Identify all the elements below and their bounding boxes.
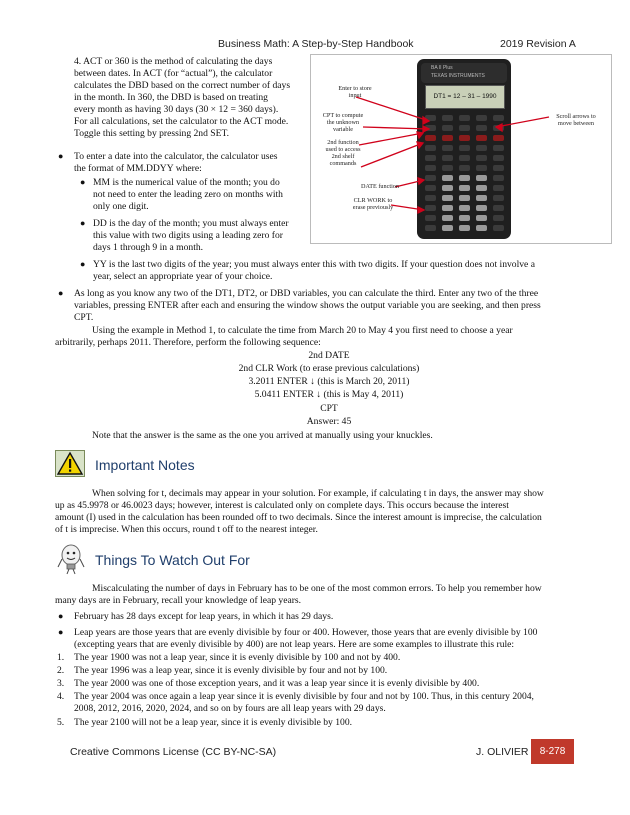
bullet-dot: ● xyxy=(80,259,86,269)
list-number: 3. xyxy=(57,678,65,689)
text-line: days 1 through 9 in a month. xyxy=(93,242,204,253)
bullet-dot: ● xyxy=(58,627,64,637)
text-line: only one digit. xyxy=(93,201,149,212)
list-item: The year 2004 was once again a leap year since it is evenly divisible by four and not by 100. Thus, in this century 2004, xyxy=(74,691,534,702)
label-line: DATE function xyxy=(361,183,399,190)
text-line: of t is imprecise. When this occurs, round t off to the nearest integer. xyxy=(55,524,318,535)
text-line: MM is the numerical value of the month; you do xyxy=(93,177,280,188)
label-line: variable xyxy=(333,126,353,133)
text-line: calculates the DBD based on the correct number of days xyxy=(74,80,291,91)
label-line: CLR WORK to xyxy=(353,197,393,204)
bullet-dot: ● xyxy=(58,611,64,621)
label-scroll xyxy=(545,113,607,127)
header-title: Business Math: A Step-by-Step Handbook xyxy=(218,38,414,50)
text-line: To enter a date into the calculator, the calculator uses xyxy=(74,151,278,162)
lightbulb-character-icon xyxy=(56,543,86,575)
list-number: 2. xyxy=(57,665,65,676)
text-line: many days are in February, recall your knowledge of leap years. xyxy=(55,595,302,606)
text-line: amount (I) used in the calculation has been rounded off to two decimals. Since the interest amount is imprecise, the calculation xyxy=(55,512,542,523)
sequence-line: CPT xyxy=(320,403,338,414)
text-line: As long as you know any two of the DT1, DT2, or DBD variables, you can calculate the third. Enter any two of the three xyxy=(74,288,539,299)
text-line: Using the example in Method 1, to calculate the time from March 20 to May 4 you first need to choose a year xyxy=(92,325,513,336)
label-line: CPT to compute xyxy=(322,112,364,119)
label-clr xyxy=(345,197,401,211)
text-line: DD is the day of the month; you must always enter xyxy=(93,218,289,229)
footer-author: J. OLIVIER xyxy=(476,746,529,758)
label-enter-store xyxy=(325,85,385,99)
important-notes-heading: Important Notes xyxy=(95,457,195,473)
text-line: (excepting years that are evenly divisible by 400) are not leap years. Here are some examples to illustrate this rule: xyxy=(74,639,515,650)
text-line: YY is the last two digits of the year; you must always enter this with two digits. If your question does not involve a xyxy=(93,259,535,270)
label-line: the unknown xyxy=(326,119,360,126)
label-line: Scroll arrows to xyxy=(556,113,596,120)
sequence-line: 5.0411 ENTER ↓ (this is May 4, 2011) xyxy=(254,389,404,400)
note-line: Note that the answer is the same as the one you arrived at manually using your knuckles. xyxy=(92,430,433,441)
bullet-dot: ● xyxy=(80,177,86,187)
bullet-dot: ● xyxy=(58,151,64,161)
label-line: Enter to store xyxy=(338,85,372,92)
watch-out-heading: Things To Watch Out For xyxy=(95,552,250,568)
calculator-figure xyxy=(310,54,612,244)
text-line: arbitrarily, perhaps 2011. Therefore, perform the following sequence: xyxy=(55,337,321,348)
footer-license: Creative Commons License (CC BY-NC-SA) xyxy=(70,746,277,758)
list-item: The year 1900 was not a leap year, since it is evenly divisible by 100 and not by 400. xyxy=(74,652,401,663)
label-line: 2nd shelf xyxy=(331,153,355,160)
header-revision: 2019 Revision A xyxy=(500,38,576,50)
text-line: year, select an appropriate year of your choice. xyxy=(93,271,273,282)
list-number: 1. xyxy=(57,652,65,663)
text-line: Leap years are those years that are evenly divisible by four or 400. However, those years that are evenly divisible by 100 xyxy=(74,627,538,638)
text-line: For all calculations, set the calculator to the ACT mode. xyxy=(74,116,289,127)
label-line: input xyxy=(348,92,362,99)
calculator-model: BA II Plus xyxy=(431,65,453,71)
label-line: commands xyxy=(329,160,357,167)
sequence-line: 3.2011 ENTER ↓ (this is March 20, 2011) xyxy=(248,376,410,387)
text-line: between dates. In ACT (for “actual”), the calculator xyxy=(74,68,273,79)
label-date xyxy=(351,183,409,190)
text-line: in the month. In 360, the DBD is based on treating xyxy=(74,92,268,103)
list-number: 5. xyxy=(57,717,65,728)
text-line: When solving for t, decimals may appear in your solution. For example, if calculating t in days, the answer may show xyxy=(92,488,544,499)
label-line: move between xyxy=(558,120,594,127)
page-number-badge: 8-278 xyxy=(531,739,574,764)
label-line: erase previously xyxy=(352,204,394,211)
text-line: not need to enter the leading zero on months with xyxy=(93,189,283,200)
text-line: 4. ACT or 360 is the method of calculating the days xyxy=(74,56,273,67)
label-2nd xyxy=(313,139,373,167)
label-cpt xyxy=(313,112,373,133)
bullet-dot: ● xyxy=(58,288,64,298)
bullet-dot: ● xyxy=(80,218,86,228)
list-item: The year 2100 will not be a leap year, since it is evenly divisible by 100. xyxy=(74,717,353,728)
text-line: up as 45.9978 or 46.0023 days; however, interest is calculated only on complete days. This occurs because the interest xyxy=(55,500,509,511)
calculator-display: DT1 = 12 – 31 – 1990 xyxy=(425,85,505,109)
text-line: the format of MM.DDYY where: xyxy=(74,163,202,174)
text-line: every month as having 30 days (30 × 12 = 360 days). xyxy=(74,104,279,115)
text-line: Toggle this setting by pressing 2nd SET. xyxy=(74,128,230,139)
sequence-line: Answer: 45 xyxy=(306,416,352,427)
label-line: used to access xyxy=(325,146,361,153)
list-item: 2008, 2012, 2016, 2020, 2024, and so on by fours are all leap years with 29 days. xyxy=(74,703,386,714)
text-line: variables, pressing ENTER after each and ensuring the window shows the output variable you are seeking, and then press xyxy=(74,300,541,311)
text-line: this value with two digits using a leading zero for xyxy=(93,230,283,241)
list-item: The year 1996 was a leap year, since it is evenly divisible by four and not by 100. xyxy=(74,665,388,676)
text-line: February has 28 days except for leap years, in which it has 29 days. xyxy=(74,611,334,622)
calculator-brand: TEXAS INSTRUMENTS xyxy=(431,73,485,79)
label-line: 2nd function xyxy=(327,139,359,146)
text-line: CPT. xyxy=(74,312,94,323)
sequence-line: 2nd DATE xyxy=(308,350,350,361)
list-item: The year 2000 was one of those exception years, and it was a leap year since it is evenly divisible by 400. xyxy=(74,678,480,689)
list-number: 4. xyxy=(57,691,65,702)
sequence-line: 2nd CLR Work (to erase previous calculations) xyxy=(238,363,420,374)
text-line: Miscalculating the number of days in February has to be one of the most common errors. To help you remember how xyxy=(92,583,542,594)
warning-icon xyxy=(55,450,85,477)
